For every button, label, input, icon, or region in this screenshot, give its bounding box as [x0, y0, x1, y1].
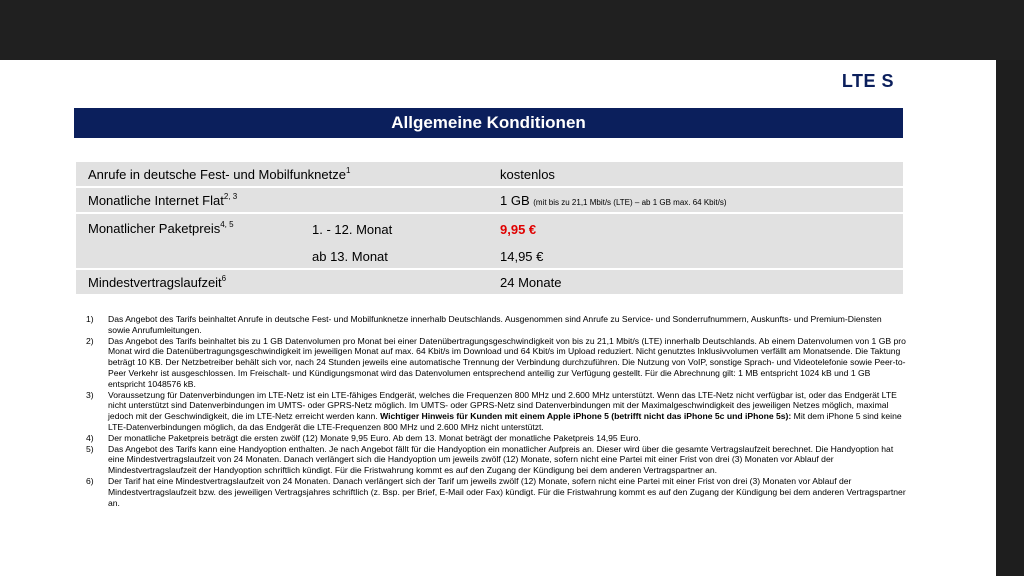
footnote: 6) Der Tarif hat eine Mindestvertragslaufzeit von 24 Monaten. Danach verlängert sich der Tarif um jeweils zwölf (12) Monate, sofern nicht eine Partei mit einer Frist von drei (3) Monaten vor Ablauf der Mindestvertragslaufzeit bzw. des jeweiligen Vertragsjahres schriftlich (z. Bsp. per Brief, E-Mail oder Fax) kündigt. Für die Fristwahrung kommt es auf den Zugang der Kündigung bei dem anderen Vertragspartner an. [86, 475, 906, 508]
row-value: 1 GB (mit bis zu 21,1 Mbit/s (LTE) – ab 1 GB max. 64 Kbit/s) [500, 193, 727, 208]
row-value: kostenlos [500, 167, 555, 182]
table-row [76, 162, 903, 186]
viewer-top-bar [0, 0, 1024, 60]
conditions-table [76, 162, 903, 294]
table-row [76, 188, 903, 212]
table-row [76, 214, 903, 268]
section-banner: Allgemeine Konditionen [74, 108, 903, 138]
document-page [0, 60, 996, 576]
price-second: 14,95 € [500, 249, 544, 264]
row-value: 24 Monate [500, 275, 562, 290]
product-name: LTE S [841, 71, 894, 91]
row-label: Mindestvertragslaufzeit$^6$ [88, 274, 227, 290]
period-first: 1. - 12. Monat [312, 222, 393, 237]
footnote: 2) Das Angebot des Tarifs beinhaltet bis zu 1 GB Datenvolumen pro Monat bei einer Datenübertragungsgeschwindigkeit von bis zu 21,1 Mbit/s (LTE) innerhalb Deutschlands. Ab einem Datenvolumen von 1 GB pro Monat wird die Datenübertragungsgeschwindigkeit im jeweiligen Monat auf max. 64 Kbit/s im Download und 64 Kbit/s im Upload reduziert. Nicht genutztes Inklusivvolumen verfällt am Monatsende. Die Taktung beträgt 10 KB. Der Netzbetreiber behält sich vor, nach 24 Stunden jeweils eine automatische Trennung der Verbindung durchzuführen. Die Nutzung von VoIP, sonstige Sprach- und Videotelefonie sowie Peer-to-Peer Verkehr ist ausgeschlossen. Im Freischalt- und Kündigungsmonat wird das Datenvolumen entsprechend anteilig zur Verfügung gestellt. Für die Abrechnung gilt: 1 MB entspricht 1024 kB und 1 GB entspricht 1048576 kB. [86, 335, 906, 389]
footnote: 3) Voraussetzung für Datenverbindungen im LTE-Netz ist ein LTE-fähiges Endgerät, welches die Frequenzen 800 MHz und 2.600 MHz unterstützt. Wenn das LTE-Netz nicht verfügbar ist, oder das Endgerät LTE nicht unterstützt sind Datenverbindungen im UMTS- oder GPRS-Netz möglich. Im UMTS- oder GPRS-Netz sind Datenverbindungen mit der Maximalgeschwindigkeit des jeweiligen Netzes möglich, maximal jedoch mit der Geschwindigkeit, die im LTE-Netz erreicht werden kann. Wichtiger Hinweis für Kunden mit einem Apple iPhone 5 (betrifft nicht das iPhone 5c und iPhone 5s): Mit dem iPhone 5 sind keine LTE-Datenverbindungen möglich, da das Endgerät die LTE-Frequenzen 800 MHz und 2.600 MHz nicht unterstützt. [86, 389, 902, 432]
row-label: Monatlicher Paketpreis$^{4, 5}$ [88, 220, 234, 236]
viewer-right-margin [996, 60, 1024, 576]
row-label: Monatliche Internet Flat$^{2, 3}$ [88, 192, 238, 208]
price-first: 9,95 € [500, 222, 537, 237]
footnote: 1) Das Angebot des Tarifs beinhaltet Anrufe in deutsche Fest- und Mobilfunknetze innerhalb Deutschlands. Ausgenommen sind Anrufe zu Service- und Sonderrufnummern, Auskunfts- und Premium-Diensten sowie Anrufumleitungen. [86, 314, 882, 335]
period-second: ab 13. Monat [312, 249, 388, 264]
footnotes [86, 314, 906, 508]
table-row [76, 270, 903, 294]
footnote: 4) Der monatliche Paketpreis beträgt die ersten zwölf (12) Monate 9,95 Euro. Ab dem 13. Monat beträgt der monatliche Paketpreis 14,95 Euro. [86, 432, 641, 443]
row-label: Anrufe in deutsche Fest- und Mobilfunknetze$^1$ [88, 166, 351, 182]
footnote: 5) Das Angebot des Tarifs kann eine Handyoption enthalten. Je nach Angebot fällt für die Handyoption ein monatlicher Aufpreis an. Dieser wird über die gesamte Vertragslaufzeit berechnet. Die Handyoption hat eine Mindestvertragslaufzeit von 24 Monaten. Danach verlängert sich die Handyoption um jeweils zwölf (12) Monate, sofern nicht eine Partei mit einer Frist von drei (3) Monaten vor Ablauf der Mindestvertragslaufzeit der Handyoption schriftlich kündigt. Für die Fristwahrung kommt es auf den Zugang der Kündigung bei dem anderen Vertragspartner an. [86, 443, 894, 476]
